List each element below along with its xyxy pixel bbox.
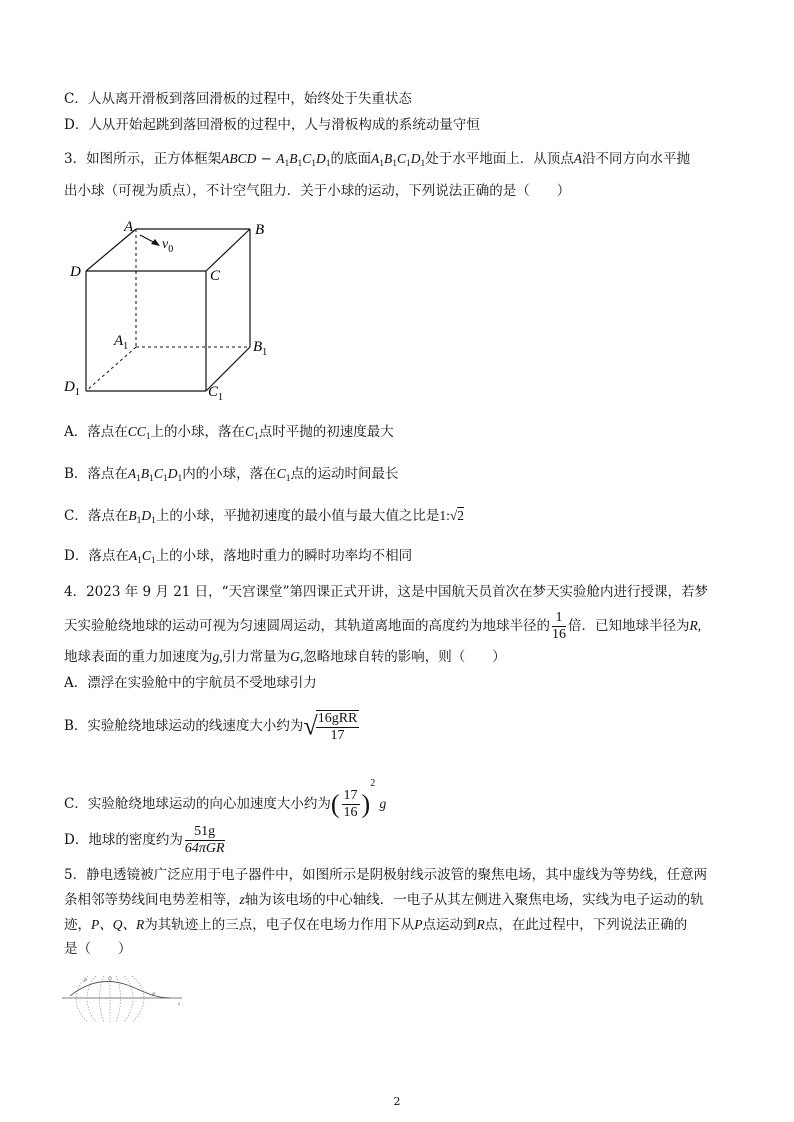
svg-text:P: P bbox=[84, 979, 88, 984]
svg-text:R: R bbox=[152, 993, 156, 998]
q5-line4: 是（ ） bbox=[64, 941, 132, 957]
q3-line2: 出小球（可视为质点），不计空气阻力．关于小球的运动，下列说法正确的是（ ） bbox=[64, 183, 571, 199]
page-number: 2 bbox=[393, 1095, 401, 1108]
label-c: C bbox=[210, 268, 221, 284]
q5-line1: 5．静电透镜被广泛应用于电子器件中，如图所示是阴极射线示波管的聚焦电场，其中虚线为等势线，任意两 bbox=[64, 867, 708, 883]
cube-figure bbox=[60, 215, 280, 405]
q3-option-b: B．落点在$A_1B_1C_1D_1$内的小球，落在$C_1$点的运动时间最长 bbox=[64, 466, 399, 484]
label-d: D bbox=[70, 264, 81, 280]
option-c-prev: C．人从离开滑板到落回滑板的过程中，始终处于失重状态 bbox=[64, 91, 412, 107]
svg-text:z: z bbox=[178, 1002, 180, 1007]
label-d1: $D_1$ bbox=[64, 379, 80, 398]
q3-option-a: A．落点在$CC_1$上的小球，落在$C_1$点时平抛的初速度最大 bbox=[64, 424, 394, 442]
option-d-prev: D．人从开始起跳到落回滑板的过程中，人与滑板构成的系统动量守恒 bbox=[64, 117, 480, 133]
label-a: A bbox=[124, 219, 134, 235]
label-b: B bbox=[255, 222, 265, 238]
q3-option-d: D．落点在$A_1C_1$上的小球，落地时重力的瞬时功率均不相同 bbox=[64, 548, 413, 566]
q4-line3: 地球表面的重力加速度为g,引力常量为G,忽略地球自转的影响，则（ ） bbox=[64, 649, 506, 665]
svg-text:Q: Q bbox=[108, 977, 112, 982]
q4-option-b: B．实验舱绕地球运动的线速度大小约为√ $\frac{\text{16gRR}}{17}$ bbox=[64, 710, 358, 743]
q4-option-a: A．漂浮在实验舱中的宇航员不受地球引力 bbox=[64, 675, 317, 691]
label-a1: $A_1$ bbox=[114, 333, 129, 352]
label-b1: $B_1$ bbox=[253, 339, 268, 358]
q3-option-c: C．落点在$B_1D_1$上的小球，平抛初速度的最小值与最大值之比是1:√2 bbox=[64, 508, 465, 526]
q4-line2: 天实验舱绕地球的运动可视为匀速圆周运动，其轨道离地面的高度约为地球半径的 $\frac{1}{16}$ 倍．已知地球半径为R, bbox=[64, 610, 702, 642]
q5-line3: 迹，P、Q、R为其轨迹上的三点，电子仅在电场力作用下从P点运动到R点，在此过程中，下列说法正确的 bbox=[64, 917, 688, 933]
q4-option-d: D．地球的密度约为 $\frac{51g}{\text{64πGR}}$ bbox=[64, 824, 225, 856]
q3-line1: 3．如图所示，正方体框架ABCD − $A_1B_1C_1D_1$的底面$A_1B_1C_1D_1$处于水平地面上．从顶点A沿不同方向水平抛 bbox=[64, 151, 691, 169]
label-c1: $C_1$ bbox=[208, 384, 224, 403]
q4-option-c: C．实验舱绕地球运动的向心加速度大小约为( $\frac{17}{16}$ )$^2$ g bbox=[64, 778, 387, 820]
label-v0: $v_0$ bbox=[162, 237, 174, 255]
electrostatic-lens-figure bbox=[60, 970, 200, 1030]
q4-line1: 4．2023 年 9 月 21 日，“天宫课堂”第四课正式开讲，这是中国航天员首次在梦天实验舱内进行授课，若梦 bbox=[64, 584, 708, 600]
q5-line2: 条相邻等势线间电势差相等，z轴为该电场的中心轴线．一电子从其左侧进入聚焦电场，实线为电子运动的轨 bbox=[64, 892, 704, 908]
